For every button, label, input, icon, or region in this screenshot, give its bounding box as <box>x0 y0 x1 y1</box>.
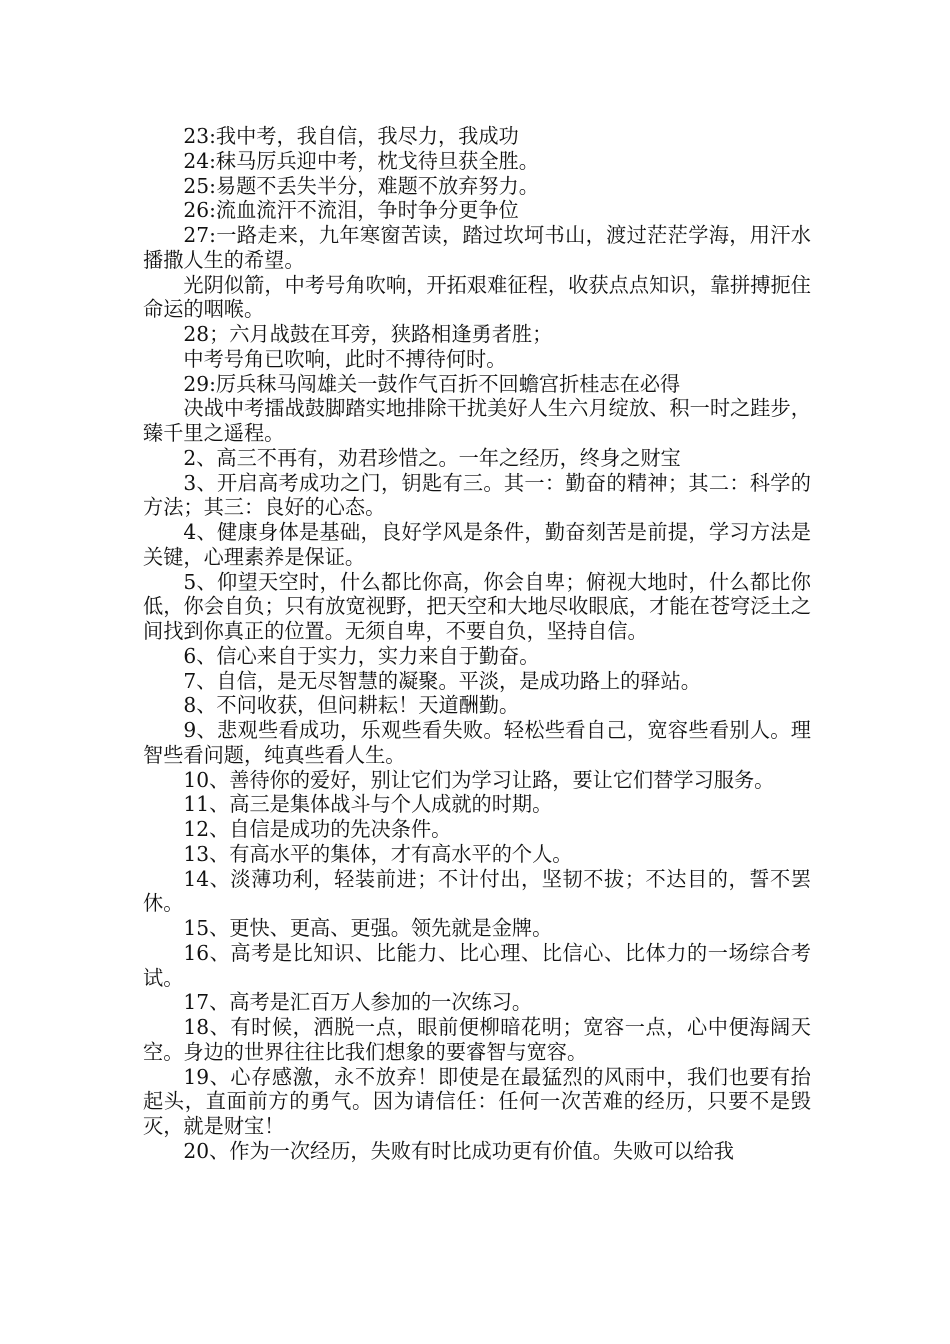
paragraph-8: 中考号角已吹响，此时不搏待何时。 <box>183 346 507 371</box>
paragraph-21: 12、自信是成功的先决条件。 <box>183 817 452 841</box>
paragraph-14: 5、仰望天空时，什么都比你高，你会自卑；俯视大地时，什么都比你低，你会自负；只有放宽视野，把天空和大地尽收眼底，才能在苍穹泛土之间找到你真正的位置。无须自卑，不要自负，坚持自信。 <box>143 569 811 643</box>
paragraph-18: 9、悲观些看成功，乐观些看失败。轻松些看自己，宽容些看别人。理智些看问题，纯真些看人生。 <box>143 718 811 767</box>
paragraph-2: 24:秣马厉兵迎中考，枕戈待旦获全胜。 <box>183 148 539 173</box>
paragraph-9: 29:厉兵秣马闯雄关一鼓作气百折不回蟾宫折桂志在必得 <box>183 371 681 396</box>
paragraph-22: 13、有高水平的集体，才有高水平的个人。 <box>183 841 573 866</box>
document-page <box>143 124 811 1164</box>
paragraph-13: 4、健康身体是基础，良好学风是条件，勤奋刻苦是前提，学习方法是关键，心理素养是保证。 <box>143 520 811 569</box>
paragraph-15: 6、信心来自于实力，实力来自于勤奋。 <box>183 643 540 668</box>
paragraph-26: 17、高考是汇百万人参加的一次练习。 <box>183 990 533 1015</box>
paragraph-17: 8、不问收获，但问耕耘！天道酬勤。 <box>183 693 520 718</box>
paragraph-1: 23:我中考，我自信，我尽力，我成功 <box>183 124 519 148</box>
paragraph-7: 28；六月战鼓在耳旁，狭路相逢勇者胜； <box>183 322 553 346</box>
paragraph-27: 18、有时候，洒脱一点，眼前便柳暗花明；宽容一点，心中便海阔天空。身边的世界往往比我们想象的要睿智与宽容。 <box>143 1015 811 1064</box>
paragraph-12: 3、开启高考成功之门，钥匙有三。其一：勤奋的精神；其二：科学的方法；其三：良好的心态。 <box>143 470 811 520</box>
paragraph-25: 16、高考是比知识、比能力、比心理、比信心、比体力的一场综合考试。 <box>143 940 811 990</box>
paragraph-6: 光阴似箭，中考号角吹响，开拓艰难征程，收获点点知识，靠拼搏扼住命运的咽喉。 <box>143 272 811 322</box>
paragraph-20: 11、高三是集体战斗与个人成就的时期。 <box>183 792 553 817</box>
paragraph-16: 7、自信，是无尽智慧的凝聚。平淡，是成功路上的驿站。 <box>183 668 701 693</box>
paragraph-11: 2、高三不再有，劝君珍惜之。一年之经历，终身之财宝 <box>183 445 681 470</box>
paragraph-28: 19、心存感激，永不放弃！即使是在最猛烈的风雨中，我们也要有抬起头，直面前方的勇气。因为请信任：任何一次苦难的经历，只要不是毁灭，就是财宝！ <box>143 1064 811 1138</box>
paragraph-4: 26:流血流汗不流泪，争时争分更争位 <box>183 198 519 223</box>
paragraph-10: 决战中考擂战鼓脚踏实地排除干扰美好人生六月绽放、积一时之跬步，臻千里之遥程。 <box>143 396 811 445</box>
paragraph-23: 14、淡薄功利，轻装前进；不计付出，坚韧不拔；不达目的，誓不罢休。 <box>143 866 811 916</box>
paragraph-19: 10、善待你的爱好，别让它们为学习让路，要让它们替学习服务。 <box>183 767 775 792</box>
paragraph-5: 27:一路走来，九年寒窗苦读，踏过坎坷书山，渡过茫茫学海，用汗水播撒人生的希望。 <box>143 223 811 272</box>
paragraph-24: 15、更快、更高、更强。领先就是金牌。 <box>183 916 553 940</box>
paragraph-3: 25:易题不丢失半分，难题不放弃努力。 <box>183 173 539 198</box>
paragraph-29: 20、作为一次经历，失败有时比成功更有价值。失败可以给我 <box>183 1138 734 1163</box>
